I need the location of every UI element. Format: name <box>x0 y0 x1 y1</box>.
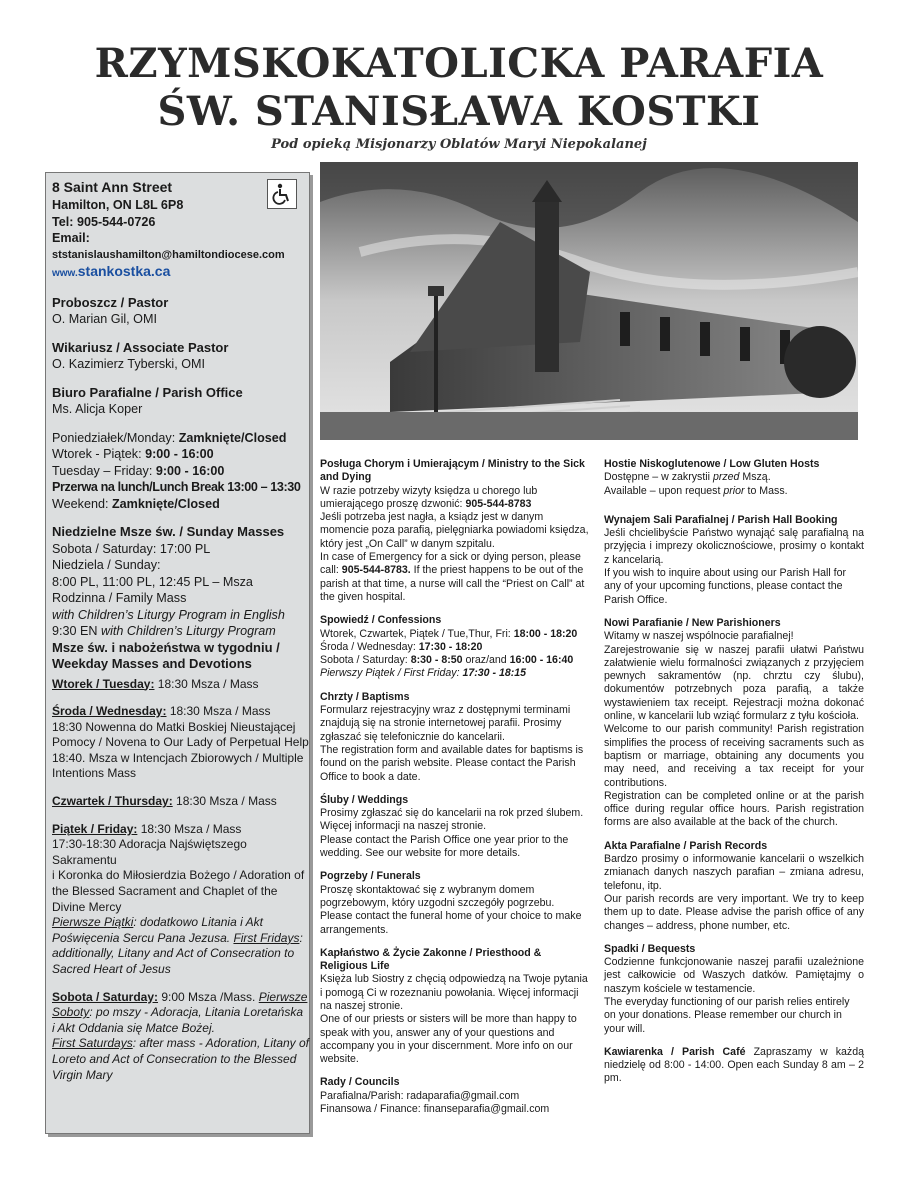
friday-adoration: 17:30-18:30 Adoracja Najświętszego Sakramentu <box>52 837 247 867</box>
section-title: Śluby / Weddings <box>320 793 409 806</box>
parish-title-line1: RZYMSKOKATOLICKA PARAFIA <box>94 40 824 87</box>
confessions-section: Spowiedź / Confessions Wtorek, Czwartek, Piątek / Tue,Thur, Fri: 18:00 - 18:20 Środa / Wednesday: 17:30 - 18:20 Sobota / Saturday: 8:30 - 8:50 oraz/and 16:00 - 16:40 Pierwszy Piątek / First Friday: 17:30 - 18:15 <box>320 614 590 680</box>
section-title: Hostie Niskoglutenowe / Low Gluten Hosts <box>604 458 820 470</box>
phone-number: Tel: 905-544-0726 <box>52 214 156 229</box>
bequests-section: Spadki / Bequests Codzienne funkcjonowanie naszej parafii uzależnione jest całkowicie od Waszych datków. Pamiętajmy o naszym kościele w testamencie. The everyday functioning of our parish relies entirely on your donations. Please remember our church in your will. <box>604 942 864 1035</box>
section-title: Akta Parafialne / Parish Records <box>604 839 768 852</box>
funerals-section: Pogrzeby / Funerals Proszę skontaktować się z wybranym domem pogrzebowym, który uzgodni szczegóły pogrzebu. Please contact the funeral home of your choice to make arrangements. <box>320 870 590 936</box>
sunday-mass-times: 8:00 PL, 11:00 PL, 12:45 PL – Msza Rodzinna / Family Mass <box>52 574 253 605</box>
sunday-masses-title: Niedzielne Msze św. / Sunday Masses <box>52 524 285 539</box>
hall-booking-section: Wynajem Sali Parafialnej / Parish Hall Booking Jeśli chcielibyście Państwo wynająć salę parafialną na przyjęcia i imprezy okolicznościowe, prosimy o kontakt z kancelarią. If you wish to inquire about using our Parish Hall for any of your upcoming functions, please contact the Parish Office. <box>604 513 864 606</box>
new-parishioners-section: Nowi Parafianie / New Parishioners Witamy w naszej wspólnocie parafialnej! Zarejestrowanie się w naszej parafii ułatwi Państwu załatwienie wielu formalności związanych z przyjęciem pewnych sakramentów (np. chrztu czy ślubu), dokumentów potrzebnych poza parafią, a także wystawieniem tax receipt. Rejestracji można dokonać online, w kancelarii lub wziąć formularz z tyłu kościoła. Welcome to our parish community! Parish registration simplifies the process of receiving sacraments such as baptism or marriage, obtaining any documents you may need, and receiving a tax receipt for your contributions. Registration can be completed online or at the parish office during regular office hours. Parish registration forms are also available at the back of the church. <box>604 616 864 829</box>
section-title: Wynajem Sali Parafialnej / Parish Hall Booking <box>604 513 838 526</box>
ministry-sick-section: Posługa Chorym i Umierającym / Ministry to the Sick and Dying W razie potrzeby wizyty księdza u chorego lub umierającego proszę dzwonić: 905-544-8783 Jeśli potrzeba jest nagła, a ksiądz jest w danym momencie poza parafią, pielęgniarka powiadomi księdza, który jest „On Call” w danym szpitalu. In case of Emergency for a sick or dying person, please call: 905-544-8783. If the priest happens to be out of the parish at that time, a nurse will call the “Priest on Call” at the given hospital. <box>320 458 589 603</box>
tuesday-mass: Wtorek / Tuesday: 18:30 Msza / Mass <box>52 676 259 691</box>
section-title: Nowi Parafianie / New Parishioners <box>604 616 781 629</box>
saturday-vigil-mass: Sobota / Saturday: 17:00 PL <box>52 541 211 556</box>
hours-tue-fri-pl: Wtorek - Piątek: 9:00 - 16:00 <box>52 447 214 461</box>
parish-office-name: Ms. Alicja Koper <box>52 402 143 416</box>
section-title: Spadki / Bequests <box>604 942 696 955</box>
section-title: Chrzty / Baptisms <box>320 690 410 703</box>
councils-section <box>320 1076 590 1116</box>
hours-lunch: Przerwa na lunch/Lunch Break 13:00 – 13:30 <box>52 480 301 494</box>
associate-pastor-name: O. Kazimierz Tyberski, OMI <box>52 357 206 371</box>
wednesday-mass: Środa / Wednesday: 18:30 Msza / Mass <box>52 704 271 719</box>
finance-council-email[interactable]: Finansowa / Finance: finanseparafia@gmail.com <box>320 1103 550 1116</box>
low-gluten-section: Hostie Niskoglutenowe / Low Gluten Hosts Dostępne – w zakrystii przed Mszą. Available – upon request prior to Mass. <box>604 458 864 498</box>
section-title: Pogrzeby / Funerals <box>320 870 421 883</box>
wednesday-novena: 18:30 Nowenna do Matki Boskiej Nieustającej Pomocy / Novena to Our Lady of Perpetual Help <box>52 719 309 750</box>
sunday-label: Niedziela / Sunday: <box>52 558 161 572</box>
section-title: Kawiarenka / Parish Café <box>604 1045 746 1058</box>
hours-monday: Poniedziałek/Monday: Zamknięte/Closed <box>52 430 287 445</box>
services-column-left <box>320 458 590 1126</box>
wheelchair-accessible-icon <box>267 179 297 209</box>
associate-pastor-title: Wikariusz / Associate Pastor <box>52 339 229 355</box>
hours-weekend: Weekend: Zamknięte/Closed <box>52 496 220 511</box>
section-title: Posługa Chorym i Umierającym / Ministry to the Sick and Dying <box>320 458 585 484</box>
baptisms-section: Chrzty / Baptisms Formularz rejestracyjny wraz z dostępnymi terminami znajdują się na stronie internetowej parafii. Prosimy zgłaszać się telefonicznie do kancelarii. The registration form and available dates for baptisms is found on the parish website. Please contact the Parish Office to book a date. <box>320 691 590 784</box>
website-domain: stankostka.ca <box>77 263 171 279</box>
email-label: Email: <box>52 231 90 245</box>
parish-cafe-section: Kawiarenka / Parish Café Zapraszamy w każdą niedzielę od 8:00 - 14:00. Open each Sunday 8 am – 2 pm. <box>604 1045 864 1085</box>
friday-mass: Piątek / Friday: 18:30 Msza / Mass <box>52 821 242 836</box>
parish-office-title: Biuro Parafialne / Parish Office <box>52 384 243 400</box>
street-address: 8 Saint Ann Street <box>52 179 173 195</box>
childrens-liturgy-note: with Children’s Liturgy Program in English <box>52 607 285 622</box>
parish-info-sidebar <box>45 172 310 1134</box>
weekday-masses-title: Msze św. i nabożeństwa w tygodniu / Weekday Masses and Devotions <box>52 639 280 671</box>
parish-council-email[interactable]: Parafialna/Parish: radaparafia@gmail.com <box>320 1089 520 1102</box>
website-prefix: www. <box>52 268 78 279</box>
vocations-section: Kapłaństwo & Życie Zakonne / Priesthood & Religious Life Księża lub Siostry z chęcią odpowiedzą na Twoje pytania i pomogą Ci w rozeznaniu powołania. Więcej informacji na naszej stronie. One of our priests or sisters will be more than happy to speak with you, answer any of your questions and accompany you in your discernment. More info on our website. <box>320 947 590 1067</box>
english-mass: 9:30 EN with Children’s Liturgy Program <box>52 624 276 638</box>
parish-records-section: Akta Parafialne / Parish Records Bardzo prosimy o informowanie kancelarii o wszelkich zmianach danych naszych parafian – zmiana adresu, telefonu, itp. Our parish records are very important. We try to keep them up to date. Please advise the parish office of any changes – address, phone number, etc. <box>604 839 864 932</box>
parish-title-line2: ŚW. STANISŁAWA KOSTKI <box>157 88 761 135</box>
saturday-mass: Sobota / Saturday: 9:00 Msza /Mass. Pierwsze Soboty: po mszy - Adoracja, Litania Loretańska i Akt Oddania się Matce Bożej. <box>52 989 308 1035</box>
weddings-section: Śluby / Weddings Prosimy zgłaszać się do kancelarii na rok przed ślubem. Więcej informacji na naszej stronie. Please contact the Parish Office one year prior to the wedding. See our website for more details. <box>320 794 590 860</box>
section-title: Spowiedź / Confessions <box>320 614 442 627</box>
thursday-mass: Czwartek / Thursday: 18:30 Msza / Mass <box>52 794 277 809</box>
hours-tue-fri-en: Tuesday – Friday: 9:00 - 16:00 <box>52 463 225 478</box>
section-title: Rady / Councils <box>320 1076 400 1089</box>
wednesday-intentions: 18:40. Msza w Intencjach Zbiorowych / Multiple Intentions Mass <box>52 750 304 781</box>
section-title: Kapłaństwo & Życie Zakonne / Priesthood & Religious Life <box>320 946 542 973</box>
website-link[interactable] <box>52 263 309 283</box>
friday-chaplet: i Koronka do Miłosierdzia Bożego / Adoration of the Blessed Sacrament and Chaplet of the Divine Mercy <box>52 868 305 914</box>
pastor-name: O. Marian Gil, OMI <box>52 312 157 326</box>
parish-subtitle: Pod opieką Misjonarzy Oblatów Maryi Niepokalanej <box>271 137 647 152</box>
pastor-title: Proboszcz / Pastor <box>52 294 169 310</box>
church-photo <box>320 162 858 440</box>
city-address: Hamilton, ON L8L 6P8 <box>52 198 184 212</box>
email-address[interactable]: ststanislaushamilton@hamiltondiocese.com <box>52 248 285 261</box>
first-saturdays: First Saturdays: after mass - Adoration, Litany of Loreto and Act of Consecration to the Blessed Virgin Mary <box>52 1036 310 1082</box>
first-fridays: Pierwsze Piątki: dodatkowo Litania i Akt Poświęcenia Sercu Pana Jezusa. First Fridays: additionally, Litany and Act of Consecration to Sacred Heart of Jesus <box>52 915 303 976</box>
services-column-right <box>604 458 864 1096</box>
